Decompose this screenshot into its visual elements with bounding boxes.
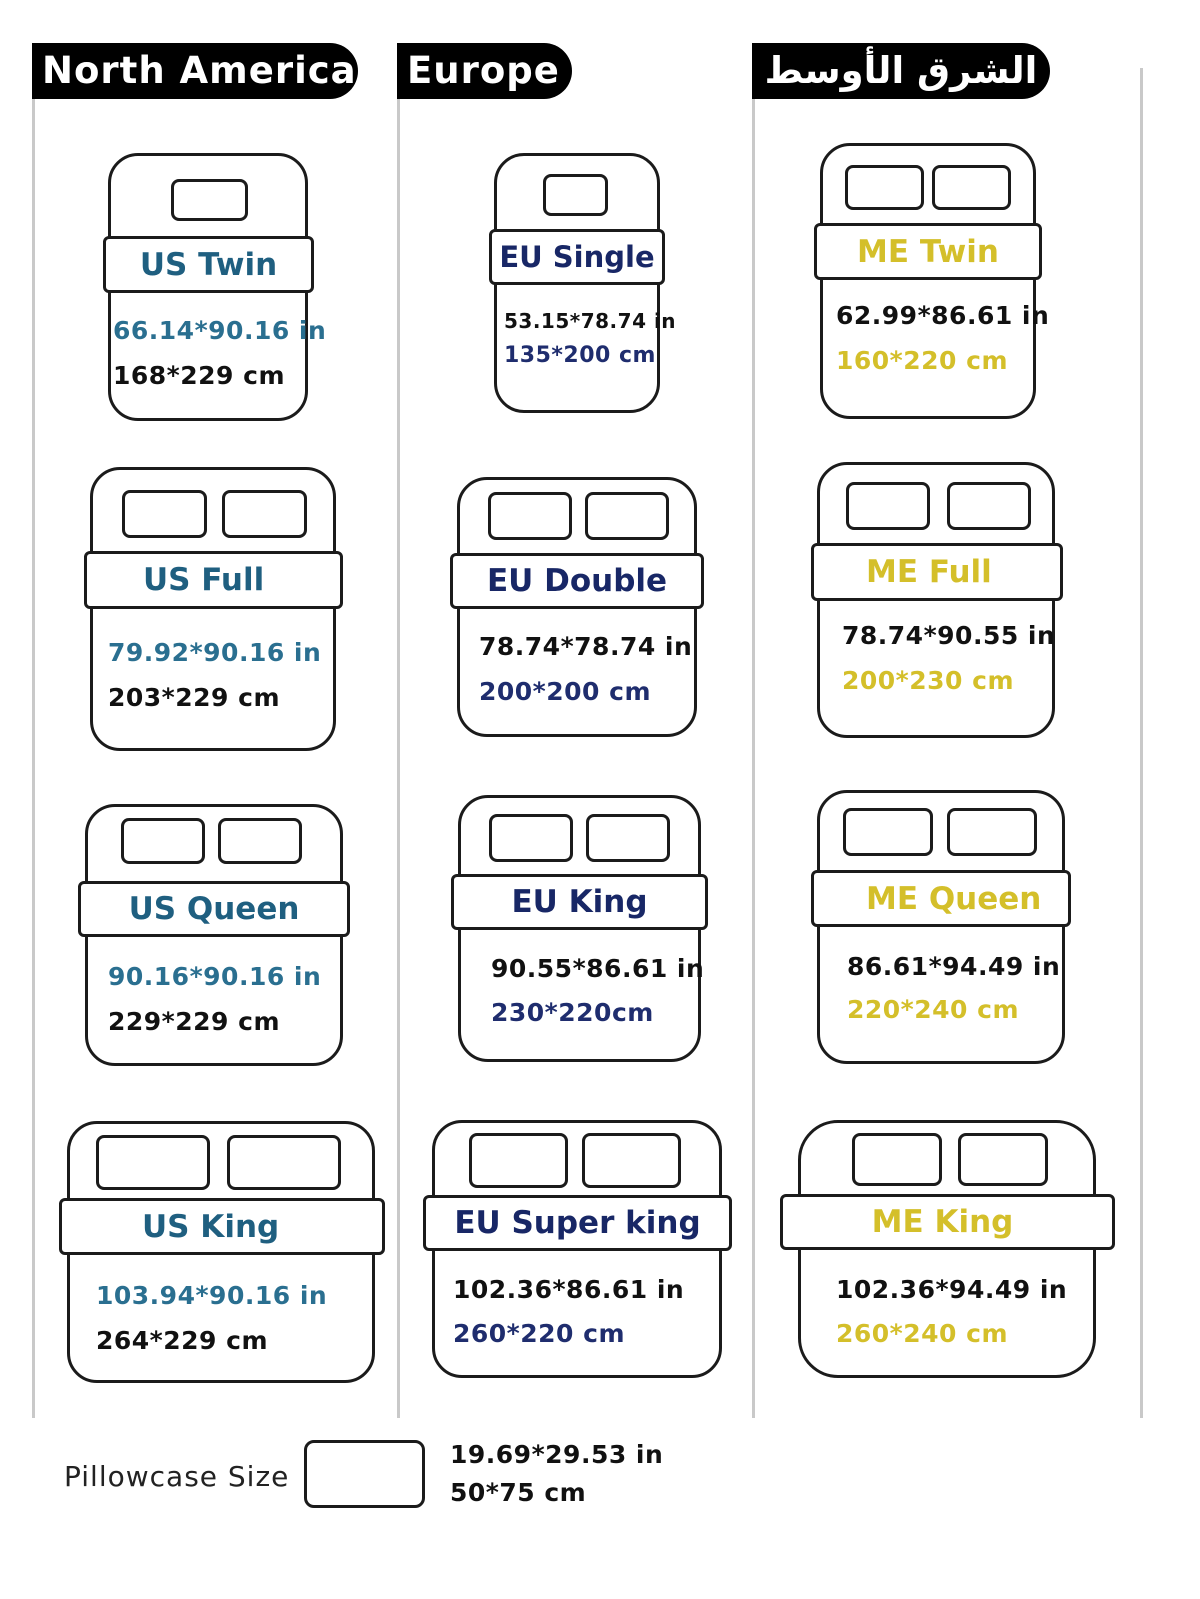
size-inches: 53.15*78.74 in xyxy=(504,309,677,333)
size-name-band: US King xyxy=(59,1198,385,1255)
size-inches: 102.36*86.61 in xyxy=(453,1275,685,1304)
size-inches: 66.14*90.16 in xyxy=(113,316,327,345)
column-divider-1 xyxy=(397,68,400,1418)
pillow-icon xyxy=(543,174,608,216)
size-cm: 160*220 cm xyxy=(836,346,1009,375)
size-cm: 260*220 cm xyxy=(453,1319,626,1348)
pillow-icon xyxy=(122,490,207,538)
size-inches: 90.16*90.16 in xyxy=(108,962,322,991)
size-cm: 260*240 cm xyxy=(836,1319,1009,1348)
size-name-band: ME Queen xyxy=(811,870,1071,927)
size-name-band: EU King xyxy=(451,874,708,930)
pillow-icon xyxy=(846,482,930,530)
pillow-icon xyxy=(947,808,1037,856)
pillow-icon xyxy=(222,490,307,538)
column-divider-left xyxy=(32,68,35,1418)
pillowcase-icon xyxy=(304,1440,425,1508)
size-inches: 79.92*90.16 in xyxy=(108,638,322,667)
size-inches: 62.99*86.61 in xyxy=(836,301,1050,330)
pillow-icon xyxy=(932,165,1011,210)
size-name-band: US Queen xyxy=(78,881,350,937)
size-cm: 230*220cm xyxy=(491,998,654,1027)
pillowcase-inches: 19.69*29.53 in xyxy=(450,1440,664,1469)
pillow-icon xyxy=(947,482,1031,530)
size-cm: 200*200 cm xyxy=(479,677,652,706)
pillowcase-cm: 50*75 cm xyxy=(450,1478,587,1507)
size-inches: 90.55*86.61 in xyxy=(491,954,705,983)
size-inches: 86.61*94.49 in xyxy=(847,952,1061,981)
size-name-band: ME King xyxy=(780,1194,1115,1250)
pillow-icon xyxy=(582,1133,681,1188)
pillow-icon xyxy=(218,818,302,864)
size-cm: 135*200 cm xyxy=(504,343,656,368)
size-name-band: EU Double xyxy=(450,553,704,609)
size-name-band: ME Twin xyxy=(814,223,1042,280)
size-inches: 78.74*78.74 in xyxy=(479,632,693,661)
size-name-band: US Twin xyxy=(103,236,314,293)
size-cm: 220*240 cm xyxy=(847,995,1020,1024)
size-name-band: US Full xyxy=(84,551,343,609)
column-divider-2 xyxy=(752,68,755,1418)
size-inches: 102.36*94.49 in xyxy=(836,1275,1068,1304)
size-name-band: ME Full xyxy=(811,543,1063,601)
pillow-icon xyxy=(852,1133,942,1186)
size-inches: 78.74*90.55 in xyxy=(842,621,1056,650)
size-cm: 203*229 cm xyxy=(108,683,281,712)
pillow-icon xyxy=(171,179,248,221)
pillow-icon xyxy=(843,808,933,856)
pillow-icon xyxy=(469,1133,568,1188)
column-divider-right xyxy=(1140,68,1143,1418)
pillow-icon xyxy=(488,492,572,540)
size-name-band: EU Super king xyxy=(423,1195,732,1251)
header-north-america: North America xyxy=(32,43,358,99)
size-inches: 103.94*90.16 in xyxy=(96,1281,328,1310)
pillowcase-size-label: Pillowcase Size xyxy=(64,1460,290,1493)
pillow-icon xyxy=(227,1135,341,1190)
pillow-icon xyxy=(121,818,205,864)
pillow-icon xyxy=(958,1133,1048,1186)
size-cm: 200*230 cm xyxy=(842,666,1015,695)
header-europe: Europe xyxy=(397,43,572,99)
pillow-icon xyxy=(96,1135,210,1190)
header-middle-east: الشرق الأوسط xyxy=(752,43,1050,99)
pillow-icon xyxy=(586,814,670,862)
pillow-icon xyxy=(585,492,669,540)
pillow-icon xyxy=(845,165,924,210)
size-cm: 168*229 cm xyxy=(113,361,286,390)
size-cm: 264*229 cm xyxy=(96,1326,269,1355)
size-name-band: EU Single xyxy=(489,229,665,285)
pillow-icon xyxy=(489,814,573,862)
size-cm: 229*229 cm xyxy=(108,1007,281,1036)
